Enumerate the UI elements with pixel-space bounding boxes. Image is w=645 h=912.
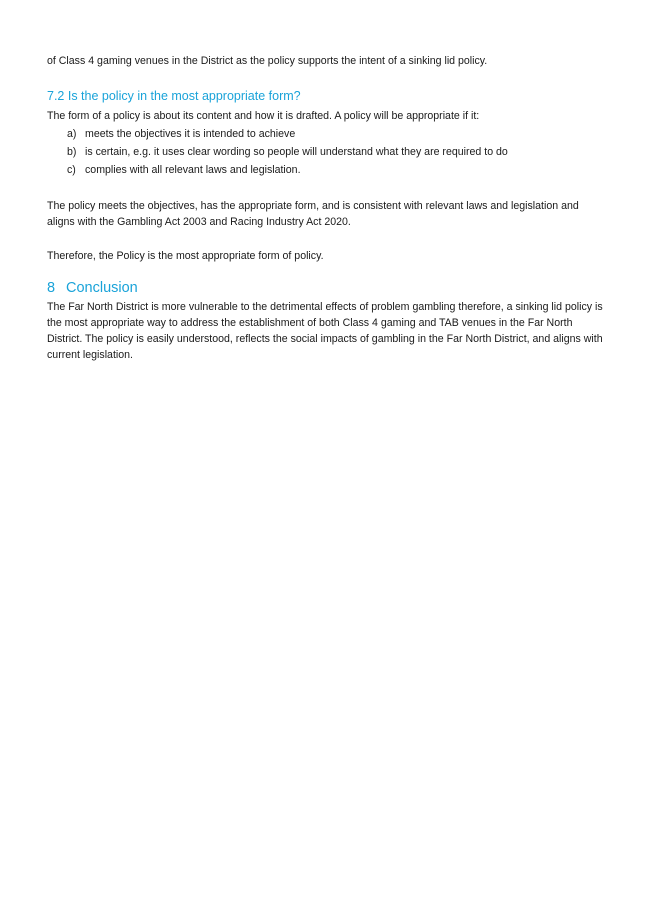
list-marker: c) bbox=[67, 164, 76, 176]
criteria-list bbox=[47, 125, 607, 179]
list-item bbox=[47, 125, 607, 143]
section-title: Conclusion bbox=[66, 280, 138, 296]
section-7-2-heading: 7.2 Is the policy in the most appropriate form? bbox=[47, 89, 301, 103]
section-8-heading bbox=[47, 280, 138, 296]
list-item-text: complies with all relevant laws and legislation. bbox=[85, 164, 301, 176]
list-item-text: is certain, e.g. it uses clear wording so people will understand what they are required to do bbox=[85, 146, 508, 158]
list-item bbox=[47, 143, 607, 161]
therefore-paragraph: Therefore, the Policy is the most appropriate form of policy. bbox=[47, 250, 324, 262]
list-item bbox=[47, 161, 607, 179]
list-item-text: meets the objectives it is intended to achieve bbox=[85, 128, 296, 140]
list-marker: b) bbox=[67, 146, 77, 158]
assessment-paragraph: The policy meets the objectives, has the appropriate form, and is consistent with relevant laws and legislation and aligns with the Gambling Act 2003 and Racing Industry Act 2020. bbox=[47, 200, 579, 228]
section-7-2-lead: The form of a policy is about its content and how it is drafted. A policy will be appropriate if it: bbox=[47, 110, 480, 122]
intro-paragraph: of Class 4 gaming venues in the District as the policy supports the intent of a sinking lid policy. bbox=[47, 55, 488, 67]
list-marker: a) bbox=[67, 128, 77, 140]
section-number: 8 bbox=[47, 280, 56, 296]
conclusion-paragraph: The Far North District is more vulnerable to the detrimental effects of problem gambling therefore, a sinking lid policy is the most appropriate way to address the establishment of both Class 4 gaming and TAB venues in the Far North District. The policy is easily understood, reflects the social impacts of gambling in the Far North District, and aligns with current legislation. bbox=[47, 301, 603, 361]
